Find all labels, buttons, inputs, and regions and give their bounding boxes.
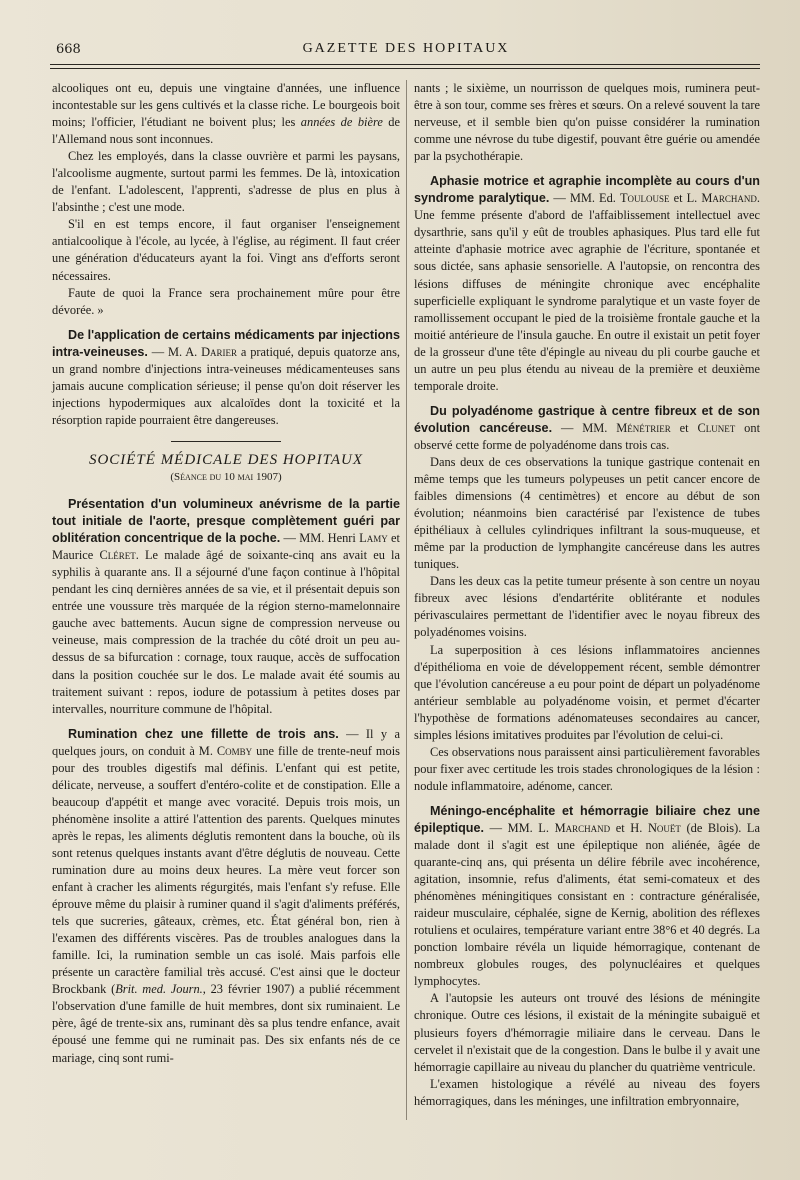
journal-title: GAZETTE DES HOPITAUX	[302, 41, 510, 56]
right-column	[414, 80, 760, 1110]
header-rule	[50, 64, 760, 65]
paragraph: Dans les deux cas la petite tumeur présente à son centre un noyau fibreux avec lésions d'endartérite oblitérante et nodules périvasculaires permettant de l'identifier avec le noyau fibreux des polyadénomes voisins.	[414, 574, 760, 640]
article-heading: De l'application de certains médicaments par injections intra-veineuses.	[52, 327, 400, 359]
paragraph: A l'autopsie les auteurs ont trouvé des lésions de méningite chronique. Outre ces lésions, il existait de la méningite subaiguë et plusieurs foyers d'hémorragie miliaire dans le cerveau. Dans le cervelet il n'existait que de la congestion. Dans le bulbe il y avait une hémorragie capillaire au niveau du plancher du quatrième ventricule.	[414, 991, 760, 1074]
article-meningo: Méningo-encéphalite et hémorragie biliaire chez une épileptique. — MM. L. Marchand et H. Nouët (de Blois). La malade dont il s'agit est une épileptique non aliénée, âgée de quarante-cinq ans, qui présenta un délire fébrile avec incohérence, agitation, insomnie, refus d'aliments, état semi-comateux et des phénomènes méningitiques consistant en : contracture généralisée, raideur musculaire, céphalée, signe de Kernig, abolition des réflexes rotuliens et oculaires, température variant entre 38°6 et 40 degrés. La ponction lombaire révéla un liquide hémorragique, contenant de nombreux globules rouges, des polynucléaires et quelques lymphocytes.	[414, 803, 760, 989]
session-date: (Séance du 10 mai 1907)	[170, 470, 282, 483]
article-heading: Rumination chez une fillette de trois ans.	[68, 726, 339, 741]
section-separator	[171, 441, 281, 442]
paragraph: Dans deux de ces observations la tunique gastrique contenait en même temps que les tumeurs polypeuses un petit cancer encore de faibles dimensions (4 centimètres) et encore au début de son évolution; néanmoins bien caractérisé par l'existence de tubes épithéliaux à cellules cylindriques infiltrant la sous-muqueuse, et même par la production de lymphangite cancéreuse dans les autres tuniques.	[414, 454, 760, 572]
paragraph: L'examen histologique a révélé au niveau des foyers hémorragiques, dans les méninges, une infiltration embryonnaire,	[414, 1076, 760, 1108]
paragraph: Chez les employés, dans la classe ouvrière et parmi les paysans, l'alcoolisme augmente, surtout parmi les femmes. De là, intoxication de l'enfant. L'adolescent, l'apprenti, s'adresse de plus en plus à l'absinthe ; c'est une mode.	[52, 149, 400, 215]
page-number: 668	[56, 42, 81, 57]
header-rule-thin	[50, 68, 760, 69]
paragraph: S'il en est temps encore, il faut organiser l'enseignement antialcoolique à l'école, au lycée, à l'église, au régiment. Il faut créer une génération d'éducateurs ayant la foi. Vingt ans d'efforts seront nécessaires.	[52, 217, 400, 283]
article-aneurysm: Présentation d'un volumineux anévrisme de la partie tout initiale de l'aorte, presque complètement guéri par oblitération concentrique de la poche. — MM. Henri Lamy et Maurice Cléret. Le malade âgé de soixante-cinq ans avait eu la syphilis à quarante ans. Il a séjourné d'une façon continue à l'hôpital pendant les cinq dernières années de sa vie, et il présentait depuis son entrée une voussure très marquée de la région sterno-mamelonnaire gauche avec battements. Aucun signe de compression nerveuse ou veineuse, mais compression de la trachée du côté droit un peu au-dessus de sa bifurcation : cornage, toux rauque, accès de suffocation dans la position couchée sur le dos. Le malade avait été soumis au traitement suivant : repos, iodure de potassium à petites doses par intervalles, nourriture commune de l'hôpital.	[52, 497, 400, 716]
article-heading: Du polyadénome gastrique à centre fibreux et de son évolution cancéreuse.	[414, 403, 760, 435]
paragraph: Faute de quoi la France sera prochainement mûre pour être dévorée. »	[52, 285, 400, 317]
article-intravenous: De l'application de certains médicaments par injections intra-veineuses. — M. A. Darier a pratiqué, depuis quatorze ans, un grand nombre d'injections intra-veineuses médicamenteuses sans jamais aucune complication sérieuse; il pense qu'on doit réserver les injections hypodermiques aux alcaloïdes dont la toxicité et la résorption rapide pourraient être dangereuses.	[52, 327, 400, 427]
paragraph: alcooliques ont eu, depuis une vingtaine d'années, une influence incontestable sur les gens cultivés et la classe riche. Le bourgeois boit moins; l'officier, l'étudiant ne boivent plus; les années de bière de l'Allemand nous sont inconnues.	[52, 81, 400, 147]
article-heading: Aphasie motrice et agraphie incomplète au cours d'un syndrome paralytique.	[414, 174, 760, 206]
column-divider	[406, 80, 407, 1120]
paragraph: La superposition à ces lésions inflammatoires anciennes d'épithélioma en voie de développement récent, semble démontrer que l'évolution cancéreuse a eu pour point de départ un polyadénome antérieur semblable au polyadénome voisin, et permet d'écarter l'hypothèse de formations adénomateuses secondaires au cancer, simples lésions imitatives produites par l'évolution de celui-ci.	[414, 642, 760, 742]
paragraph: nants ; le sixième, un nourrisson de quelques mois, ruminera peut-être à son tour, comme ses frères et sœurs. On a relevé souvent la tare nerveuse, et il semble bien qu'on puisse considérer la rumination comme une névrose du tube digestif, pouvant être guérie ou amendée par la psychothérapie.	[414, 81, 760, 164]
article-heading: Méningo-encéphalite et hémorragie biliaire chez une épileptique.	[414, 803, 760, 835]
article-rumination: Rumination chez une fillette de trois ans. — Il y a quelques jours, on conduit à M. Comby une fille de trente-neuf mois pour des troubles digestifs mal définis. L'enfant qui est petite, délicate, nerveuse, a souffert d'entéro-colite et de constipation. Elle a beaucoup d'appétit et mange avec voracité. Depuis trois mois, un phénomène insolite a attiré l'attention des parents. Quelques minutes après le repas, les aliments déglutis remontent dans la bouche, où ils sont retenus quelques instants avant d'être déglutis de nouveau. Cette rumination dure au moins deux heures. La mère veut forcer son enfant à cracher les aliments régurgités, mais l'enfant s'y refuse. Elle éprouve même du plaisir à ruminer quand il s'agit d'aliments préférés, tels que sucreries, gâteaux, crèmes, etc. État général bon, rien à l'examen des différents viscères. Pas de troubles analogues dans la famille. Ici, la rumination semble un cas isolé. Mais parfois elle présente un caractère familial très accusé. C'est ainsi que le docteur Brockbank (Brit. med. Journ., 23 février 1907) a publié récemment l'observation d'une famille de huit membres, dont six ruminaient. Le père, âgé de trente-six ans, ruminant dès sa plus tendre enfance, avait épousé une femme qui ne ruminait pas. Des six enfants nés de ce mariage, cinq sont rumi-	[52, 726, 400, 1065]
paragraph: Ces observations nous paraissent ainsi particulièrement favorables pour fixer avec certitude les trois stades chronologiques de la lésion : nodule inflammatoire, adénome, cancer.	[414, 744, 760, 793]
article-heading: Présentation d'un volumineux anévrisme de la partie tout initiale de l'aorte, presque complètement guéri par oblitération concentrique de la poche.	[52, 497, 400, 546]
society-title: SOCIÉTÉ MÉDICALE DES HOPITAUX	[88, 451, 364, 468]
article-polyadenoma: Du polyadénome gastrique à centre fibreux et de son évolution cancéreuse. — MM. Ménétrier et Clunet ont observé cette forme de polyadénome dans trois cas.	[414, 403, 761, 452]
article-aphasia: Aphasie motrice et agraphie incomplète au cours d'un syndrome paralytique. — MM. Ed. Toulouse et L. Marchand. Une femme présente d'abord de l'affaiblissement intellectuel avec dysarthrie, sans qu'il y eût de troubles aphasiques. Plus tard elle fut atteinte d'aphasie motrice avec agraphie de l'écriture, spontanée et sous dictée, sans aphasie sensorielle. A l'autopsie, on rencontra des lésions diffuses de méningite chronique avec encéphalite superficielle expliquant le syndrome paralytique et un vaste foyer de ramollissement occupant le pied de la troisième frontale gauche et la moitié antérieure de l'insula gauche. En outre il existait un petit foyer de la grosseur d'une tête d'épingle au niveau du pli courbe gauche et un autre un peu plus étendu au niveau de la première et deuxième temporale droite.	[414, 174, 760, 393]
left-column	[52, 80, 400, 1067]
